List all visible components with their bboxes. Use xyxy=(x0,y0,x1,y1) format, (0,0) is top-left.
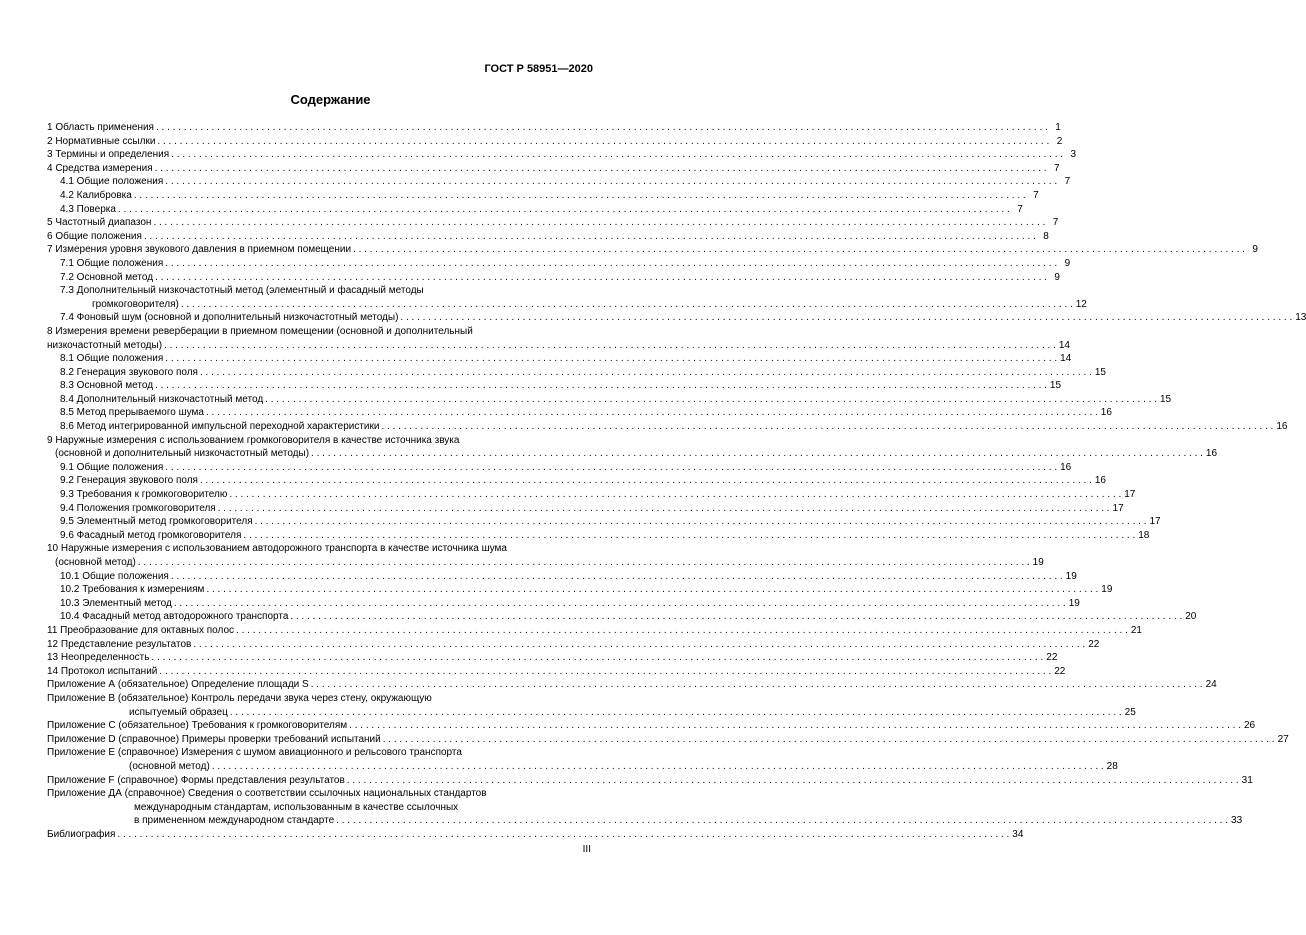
toc-item-4-3[interactable]: 4.3 Поверка . . . 7 xyxy=(47,203,584,217)
toc-item-10-2[interactable]: 10.2 Требования к измерениям . . . 19 xyxy=(47,583,584,597)
toc-item-8-1[interactable]: 8.1 Общие положения . . . 14 xyxy=(47,352,584,366)
toc-item-12[interactable]: 12 Представление результатов . . . 22 xyxy=(47,638,584,652)
toc-appendix-f[interactable]: Приложение F (справочное) Формы представления результатов . . . 31 xyxy=(47,774,584,788)
toc-item-8-6[interactable]: 8.6 Метод интегрированной импульсной переходной характеристики . . . 16 xyxy=(47,420,584,434)
toc-item-9-5[interactable]: 9.5 Элементный метод громкоговорителя . . . 17 xyxy=(47,515,584,529)
toc-item-8[interactable]: 8 Измерения времени реверберации в приемном помещении (основной и дополнительный низкочастотный методы) . . . 14 xyxy=(47,325,584,352)
toc-appendix-a[interactable]: Приложение А (обязательное) Определение площади S . . . 24 xyxy=(47,678,584,692)
toc-item-4[interactable]: 4 Средства измерения . . . 7 xyxy=(47,162,584,176)
toc-item-14[interactable]: 14 Протокол испытаний . . . 22 xyxy=(47,665,584,679)
toc-item-11[interactable]: 11 Преобразование для октавных полос . . . 21 xyxy=(47,624,584,638)
toc-item-7[interactable]: 7 Измерения уровня звукового давления в приемном помещении . . . 9 xyxy=(47,243,584,257)
standard-number: ГОСТ Р 58951—2020 xyxy=(484,63,593,75)
page-title: Содержание xyxy=(290,92,371,107)
toc-item-3[interactable]: 3 Термины и определения . . . 3 xyxy=(47,148,584,162)
toc-item-8-2[interactable]: 8.2 Генерация звукового поля . . . 15 xyxy=(47,366,584,380)
toc-item-13[interactable]: 13 Неопределенность . . . 22 xyxy=(47,651,584,665)
toc-item-9-4[interactable]: 9.4 Положения громкоговорителя . . . 17 xyxy=(47,502,584,516)
toc-item-8-4[interactable]: 8.4 Дополнительный низкочастотный метод . . . 15 xyxy=(47,393,584,407)
toc-appendix-b[interactable]: Приложение В (обязательное) Контроль передачи звука через стену, окружающую испытуемый образец. . . 25 xyxy=(47,692,584,719)
toc-item-4-2[interactable]: 4.2 Калибровка . . . 7 xyxy=(47,189,584,203)
toc-item-9[interactable]: 9 Наружные измерения с использованием громкоговорителя в качестве источника звука (основной и дополнительный низкочастотный методы). . . 16 xyxy=(47,434,584,461)
toc-appendix-e[interactable]: Приложение Е (справочное) Измерения с шумом авиационного и рельсового транспорта (основной метод). . . 28 xyxy=(47,746,584,773)
toc-item-8-3[interactable]: 8.3 Основной метод . . . 15 xyxy=(47,379,584,393)
table-of-contents xyxy=(47,121,1306,841)
toc-item-2[interactable]: 2 Нормативные ссылки . . . 2 xyxy=(47,135,584,149)
toc-appendix-c[interactable]: Приложение С (обязательное) Требования к громкоговорителям . . . 26 xyxy=(47,719,584,733)
toc-item-8-5[interactable]: 8.5 Метод прерываемого шума . . . 16 xyxy=(47,406,584,420)
toc-item-7-3[interactable]: 7.3 Дополнительный низкочастотный метод (элементный и фасадный методы громкоговорителя). . . 12 xyxy=(47,284,584,311)
toc-item-6[interactable]: 6 Общие положения . . . 8 xyxy=(47,230,584,244)
toc-appendix-d[interactable]: Приложение D (справочное) Примеры проверки требований испытаний . . . 27 xyxy=(47,733,584,747)
toc-item-1[interactable]: 1 Область применения . . . 1 xyxy=(47,121,584,135)
toc-item-10-1[interactable]: 10.1 Общие положения . . . 19 xyxy=(47,570,584,584)
toc-item-7-4[interactable]: 7.4 Фоновый шум (основной и дополнительный низкочастотный методы) . . . 13 xyxy=(47,311,584,325)
toc-item-10[interactable]: 10 Наружные измерения с использованием автодорожного транспорта в качестве источника шума (основной метод). . . 19 xyxy=(47,542,584,569)
toc-bibliography[interactable]: Библиография . . . 34 xyxy=(47,828,584,842)
toc-item-9-3[interactable]: 9.3 Требования к громкоговорителю . . . 17 xyxy=(47,488,584,502)
toc-item-9-6[interactable]: 9.6 Фасадный метод громкоговорителя . . . 18 xyxy=(47,529,584,543)
toc-item-7-2[interactable]: 7.2 Основной метод . . . 9 xyxy=(47,271,584,285)
toc-item-7-1[interactable]: 7.1 Общие положения . . . 9 xyxy=(47,257,584,271)
toc-appendix-da[interactable]: Приложение ДА (справочное) Сведения о соответствии ссылочных национальных стандартов международным стандартам, использованным в качестве ссылочных в примененном международном стандарте. . . 33 xyxy=(47,787,584,828)
toc-item-10-4[interactable]: 10.4 Фасадный метод автодорожного транспорта . . . 20 xyxy=(47,610,584,624)
toc-item-9-1[interactable]: 9.1 Общие положения . . . 16 xyxy=(47,461,584,475)
toc-item-5[interactable]: 5 Частотный диапазон . . . 7 xyxy=(47,216,584,230)
toc-item-9-2[interactable]: 9.2 Генерация звукового поля . . . 16 xyxy=(47,474,584,488)
toc-item-10-3[interactable]: 10.3 Элементный метод . . . 19 xyxy=(47,597,584,611)
page-number: III xyxy=(582,844,591,855)
toc-item-4-1[interactable]: 4.1 Общие положения . . . 7 xyxy=(47,175,584,189)
